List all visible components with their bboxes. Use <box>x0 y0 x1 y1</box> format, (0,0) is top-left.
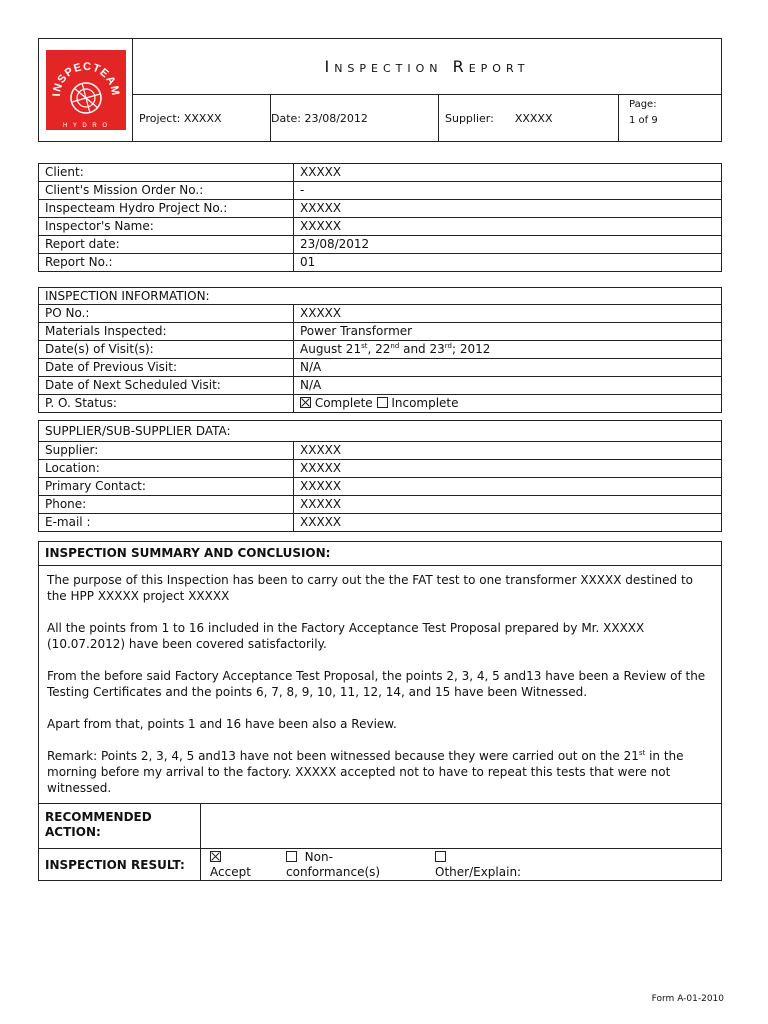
incomplete-checkbox[interactable] <box>377 397 388 408</box>
accept-label: Accept <box>210 865 251 879</box>
page-cell <box>629 97 658 129</box>
complete-label: Complete <box>314 396 373 410</box>
table-row <box>39 460 722 478</box>
phone-value: XXXXX <box>294 496 722 514</box>
email-value: XXXXX <box>294 514 722 532</box>
form-number: Form A-01-2010 <box>651 994 724 1004</box>
materials-value: Power Transformer <box>294 323 722 341</box>
primary-contact-value: XXXXX <box>294 478 722 496</box>
date-label: Date: <box>271 111 301 125</box>
report-no-label: Report No.: <box>39 254 294 272</box>
table-row <box>39 442 722 460</box>
mission-order-label: Client's Mission Order No.: <box>39 182 294 200</box>
other-option <box>435 850 521 880</box>
table-row <box>39 236 722 254</box>
inspection-info-table <box>38 287 722 413</box>
report-date-value: 23/08/2012 <box>294 236 722 254</box>
table-row <box>39 288 722 305</box>
table-row <box>39 496 722 514</box>
table-row <box>39 341 722 359</box>
inspecteam-logo <box>46 50 126 130</box>
table-row <box>39 200 722 218</box>
table-row <box>39 421 722 442</box>
other-label: Other/Explain: <box>435 865 522 879</box>
other-checkbox[interactable] <box>435 851 446 862</box>
summary-paragraph: From the before said Factory Acceptance Test Proposal, the points 2, 3, 4, 5 and13 have been a Review of the Testing Certificates and the points 6, 7, 8, 9, 10, 11, 12, 14, and 15 have been Witnessed. <box>47 669 706 699</box>
table-row <box>39 359 722 377</box>
report-no-value: 01 <box>294 254 722 272</box>
report-header <box>38 38 722 142</box>
page-label: Page: <box>629 99 657 110</box>
report-title: Inspection Report <box>133 39 721 95</box>
accept-option <box>210 850 251 880</box>
report-date-label: Report date: <box>39 236 294 254</box>
supplier-name-value: XXXXX <box>294 442 722 460</box>
inspector-name-value: XXXXX <box>294 218 722 236</box>
nonconformance-label: Non-conformance(s) <box>286 850 381 879</box>
supplier-cell <box>439 95 619 141</box>
po-status-value <box>294 395 722 413</box>
supplier-value: XXXXX <box>514 111 553 125</box>
location-label: Location: <box>39 460 294 478</box>
client-label: Client: <box>39 164 294 182</box>
summary-paragraph: All the points from 1 to 16 included in the Factory Acceptance Test Proposal prepared by Mr. XXXXX (10.07.2012) have been covered satisfactorily. <box>47 621 645 651</box>
inspection-result-row <box>39 848 721 881</box>
inspector-name-label: Inspector's Name: <box>39 218 294 236</box>
po-status-label: P. O. Status: <box>39 395 294 413</box>
logo-emblem-icon <box>46 50 126 130</box>
project-cell <box>133 95 271 141</box>
recommended-action-field[interactable] <box>200 804 721 848</box>
summary-remark: Remark: Points 2, 3, 4, 5 and13 have not been witnessed because they were carried out on the 21st in the morning before my arrival to the factory. XXXXX accepted not to have to repeat this tests that were not witnessed. <box>47 749 684 795</box>
previous-visit-value: N/A <box>294 359 722 377</box>
project-no-label: Inspecteam Hydro Project No.: <box>39 200 294 218</box>
accept-checkbox[interactable] <box>210 851 221 862</box>
date-value: 23/08/2012 <box>304 111 368 125</box>
summary-paragraph: The purpose of this Inspection has been to carry out the the FAT test to one transformer XXXXX destined to the HPP XXXXX project XXXXX <box>47 573 694 603</box>
table-row <box>39 478 722 496</box>
inspection-info-heading: INSPECTION INFORMATION: <box>39 288 722 305</box>
visit-dates-value: August 21st, 22nd and 23rd; 2012 <box>294 341 722 359</box>
supplier-label: Supplier: <box>445 111 494 125</box>
date-cell <box>271 95 439 141</box>
table-row <box>39 323 722 341</box>
project-label: Project: <box>139 111 181 125</box>
next-visit-label: Date of Next Scheduled Visit: <box>39 377 294 395</box>
visit-dates-label: Date(s) of Visit(s): <box>39 341 294 359</box>
supplier-name-label: Supplier: <box>39 442 294 460</box>
logo-cell <box>39 39 133 141</box>
table-row <box>39 254 722 272</box>
nonconformance-option <box>286 850 396 880</box>
svg-text:INSPECTEAM <box>51 61 121 97</box>
incomplete-label: Incomplete <box>391 396 459 410</box>
table-row <box>39 218 722 236</box>
po-label: PO No.: <box>39 305 294 323</box>
primary-contact-label: Primary Contact: <box>39 478 294 496</box>
recommended-action-label: RECOMMENDED ACTION: <box>45 810 152 839</box>
summary-heading: INSPECTION SUMMARY AND CONCLUSION: <box>39 542 721 566</box>
recommended-action-row <box>39 803 721 848</box>
phone-label: Phone: <box>39 496 294 514</box>
page-value: 1 of 9 <box>629 115 658 126</box>
table-row <box>39 377 722 395</box>
table-row <box>39 305 722 323</box>
table-row <box>39 514 722 532</box>
project-value: XXXXX <box>183 111 222 125</box>
po-value: XXXXX <box>294 305 722 323</box>
mission-order-value: - <box>294 182 722 200</box>
client-table <box>38 163 722 272</box>
table-row <box>39 182 722 200</box>
table-row <box>39 395 722 413</box>
supplier-data-heading: SUPPLIER/SUB-SUPPLIER DATA: <box>39 421 722 442</box>
email-label: E-mail : <box>39 514 294 532</box>
previous-visit-label: Date of Previous Visit: <box>39 359 294 377</box>
client-value: XXXXX <box>294 164 722 182</box>
supplier-data-table <box>38 420 722 532</box>
nonconformance-checkbox[interactable] <box>286 851 297 862</box>
summary-paragraph: Apart from that, points 1 and 16 have been also a Review. <box>47 717 397 731</box>
logo-sub: H Y D R O <box>62 123 110 129</box>
table-row <box>39 164 722 182</box>
project-no-value: XXXXX <box>294 200 722 218</box>
complete-checkbox[interactable] <box>300 397 311 408</box>
next-visit-value: N/A <box>294 377 722 395</box>
summary-section <box>38 541 722 881</box>
inspection-result-label: INSPECTION RESULT: <box>45 858 185 872</box>
logo-name: INSPECTEAM <box>50 60 122 98</box>
location-value: XXXXX <box>294 460 722 478</box>
materials-label: Materials Inspected: <box>39 323 294 341</box>
divider <box>200 849 201 881</box>
